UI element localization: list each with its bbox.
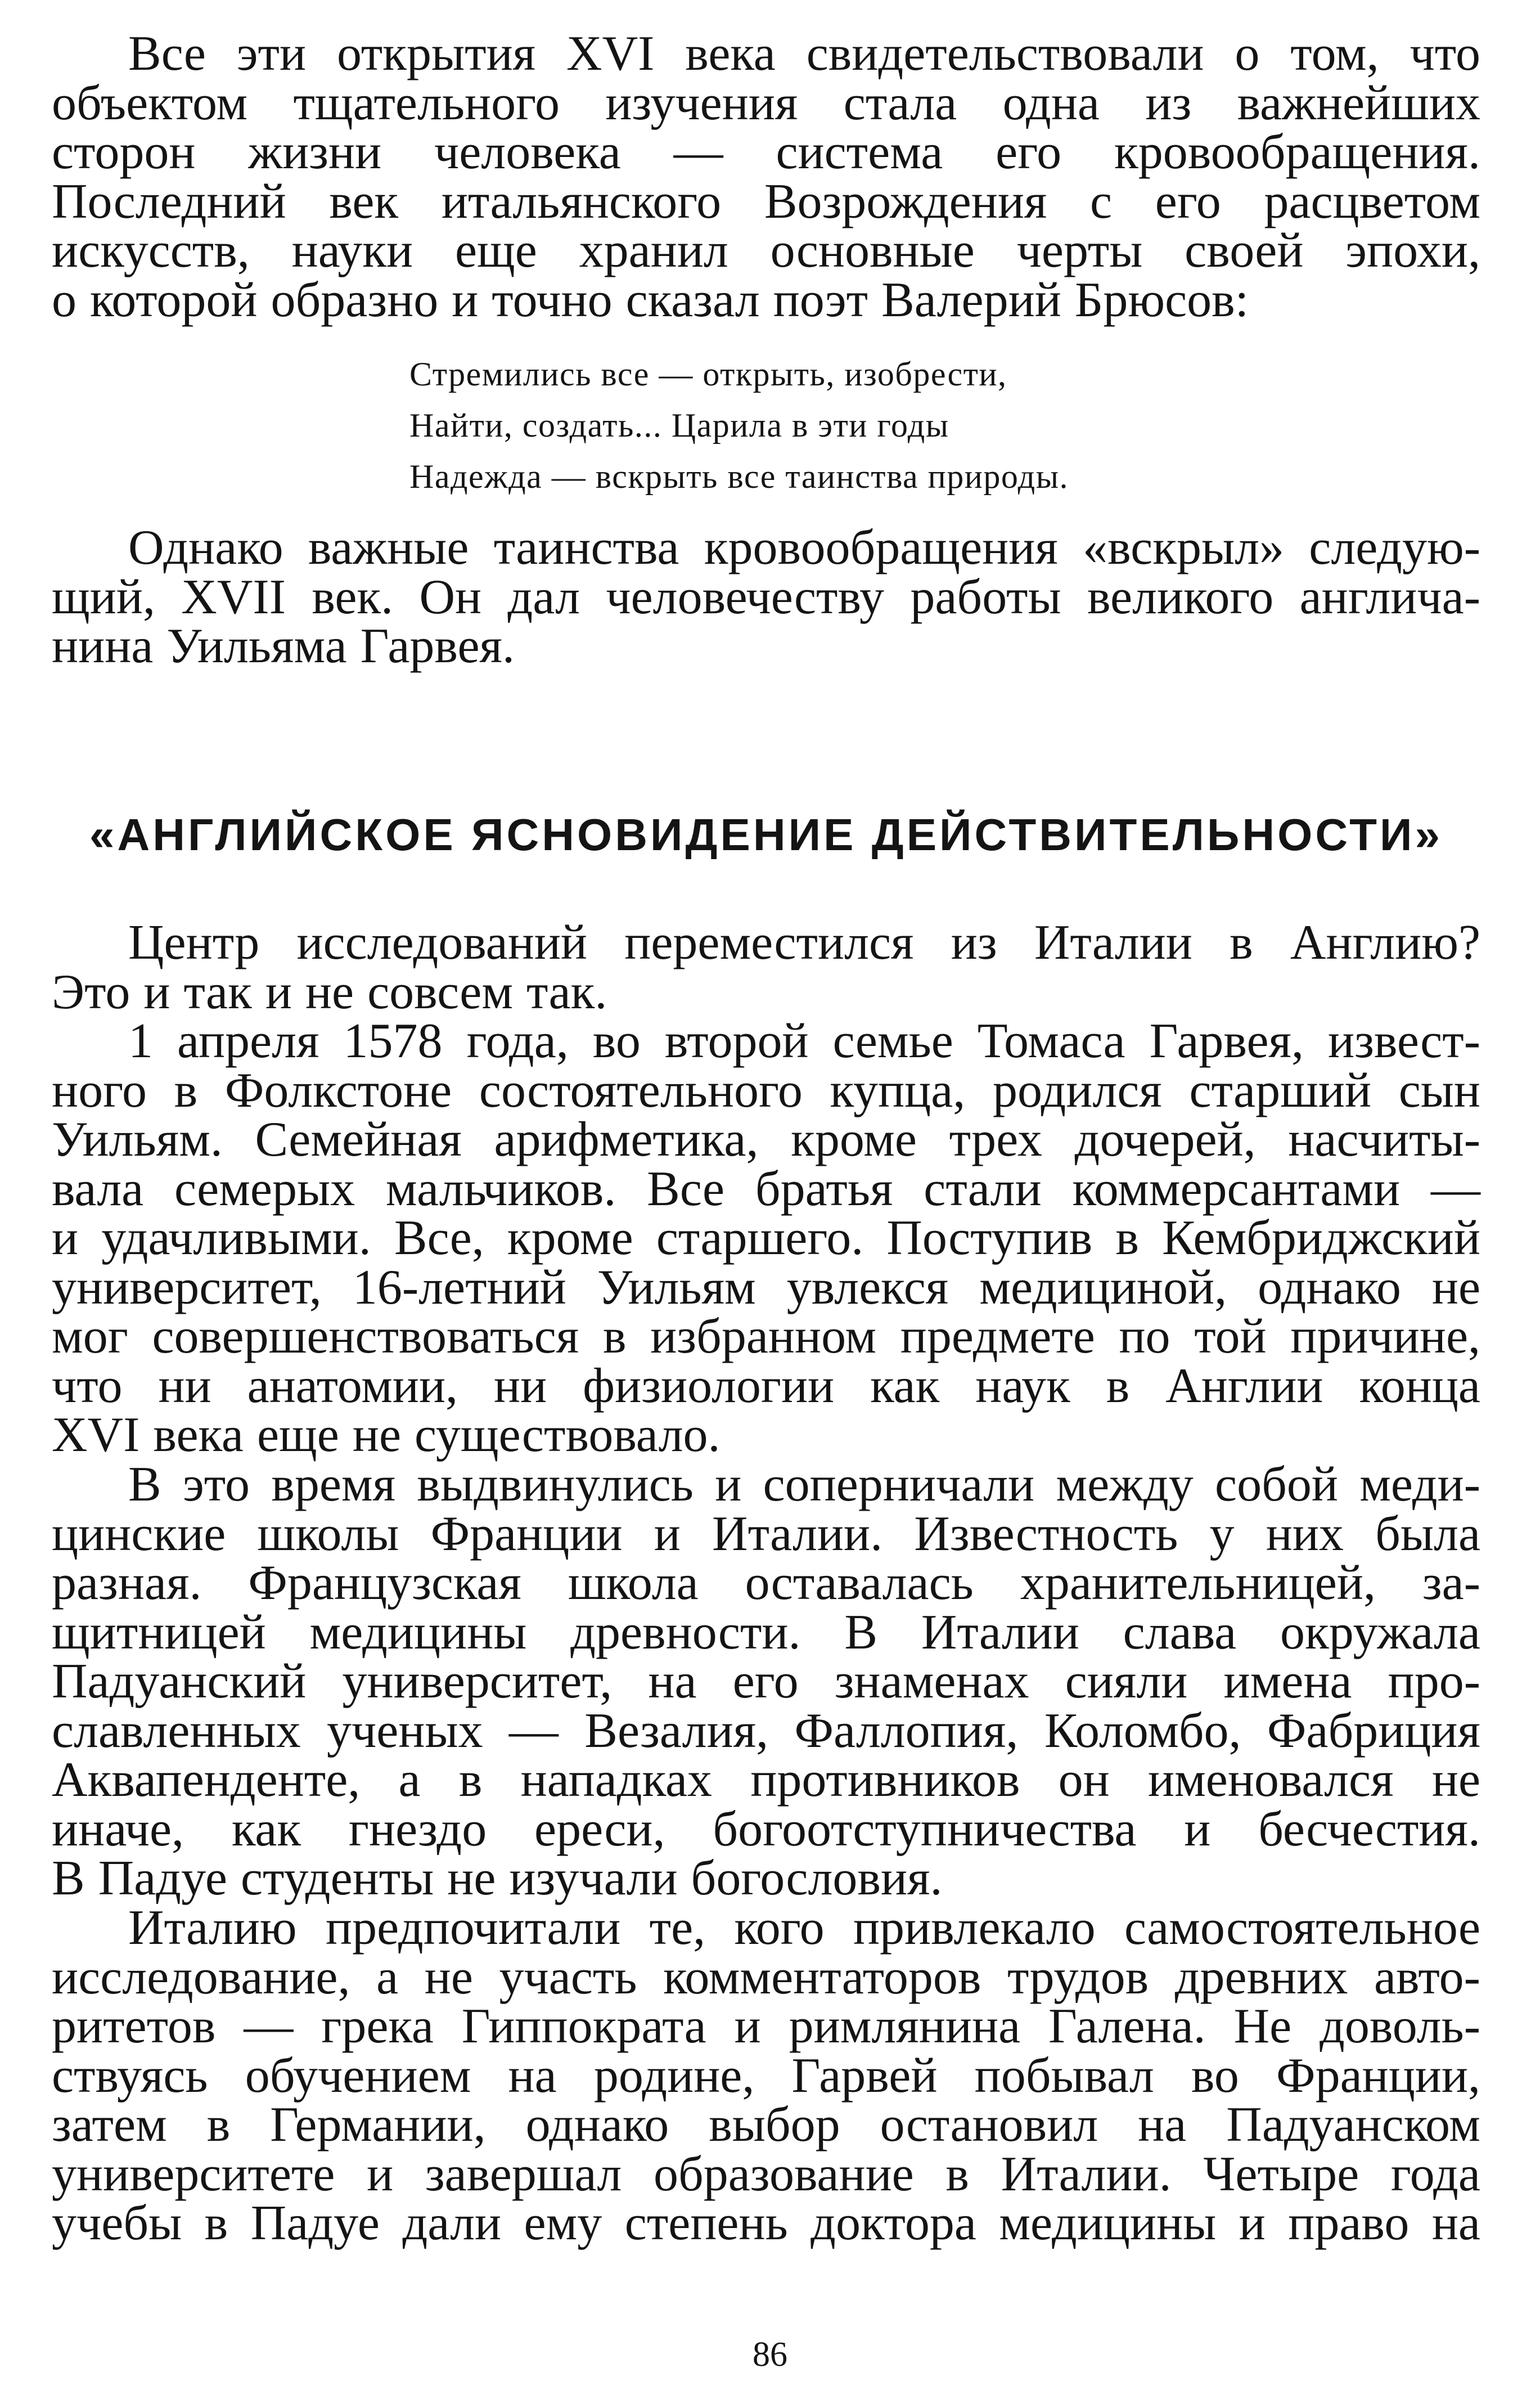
text-line: университете и завершал образование в Италии. Четыре года	[52, 2146, 1480, 2202]
paragraph-after-verse	[52, 520, 1480, 673]
text-line: университет, 16-летний Уильям увлекся медициной, однако не	[52, 1260, 1480, 1315]
text-line: Падуанский университет, на его знаменах сияли имена про-	[52, 1654, 1480, 1709]
text-line: нина Уильяма Гарвея.	[52, 619, 515, 673]
text-line: вала семерых мальчиков. Все братья стали коммерсантами —	[52, 1161, 1480, 1216]
text-line: Однако важные таинства кровообращения «вскрыл» следую-	[128, 520, 1480, 575]
text-line: Центр исследований переместился из Италии в Англию?	[128, 915, 1480, 970]
text-line: сторон жизни человека — система его кровообращения.	[52, 125, 1480, 179]
text-line: объектом тщательного изучения стала одна из важнейших	[52, 75, 1480, 131]
page-number: 86	[753, 2335, 787, 2374]
text-line: о которой образно и точно сказал поэт Валерий Брюсов:	[52, 272, 1249, 327]
text-line: XVI века еще не существовало.	[52, 1408, 721, 1462]
text-line: искусств, науки еще хранил основные черты своей эпохи,	[52, 223, 1480, 278]
text-line: щий, XVII век. Он дал человечеству работы великого англича-	[52, 569, 1480, 625]
text-line: ного в Фолкстоне состоятельного купца, родился старший сын	[52, 1063, 1480, 1118]
paragraph-2	[52, 1014, 1480, 1462]
text-line: учебы в Падуе дали ему степень доктора медицины и право на	[52, 2196, 1480, 2251]
text-line: что ни анатомии, ни физиологии как наук в Англии конца	[52, 1358, 1480, 1413]
text-line: щитницей медицины древности. В Италии слава окружала	[52, 1605, 1480, 1660]
verse-quote	[409, 349, 1069, 502]
text-line: В это время выдвинулись и соперничали между собой меди-	[128, 1457, 1480, 1512]
paragraph-1	[52, 915, 1480, 1019]
text-line: В Падуе студенты не изучали богословия.	[52, 1851, 943, 1906]
text-line: исследование, а не участь комментаторов трудов древних авто-	[52, 1950, 1480, 2005]
text-line: Последний век итальянского Возрождения с его расцветом	[52, 174, 1480, 229]
paragraph-intro	[52, 26, 1480, 327]
verse-line: Стремились все — открыть, изобрести,	[409, 356, 1007, 393]
section-heading: «АНГЛИЙСКОЕ ЯСНОВИДЕНИЕ ДЕЙСТВИТЕЛЬНОСТИ»	[89, 810, 1443, 860]
text-line: Уильям. Семейная арифметика, кроме трех дочерей, насчиты-	[52, 1112, 1480, 1167]
text-line: разная. Французская школа оставалась хранительницей, за-	[52, 1556, 1480, 1610]
text-line: Все эти открытия XVI века свидетельствовали о том, что	[128, 26, 1480, 81]
text-line: ствуясь обучением на родине, Гарвей побывал во Франции,	[52, 2048, 1480, 2103]
text-line: 1 апреля 1578 года, во второй семье Томаса Гарвея, извест-	[128, 1014, 1480, 1068]
text-line: мог совершенствоваться в избранном предмете по той причине,	[52, 1309, 1480, 1364]
paragraph-3	[52, 1457, 1480, 1906]
text-line: славленных ученых — Везалия, Фаллопия, Коломбо, Фабриция	[52, 1703, 1480, 1758]
text-line: и удачливыми. Все, кроме старшего. Поступив в Кембриджский	[52, 1211, 1480, 1265]
verse-line: Найти, создать... Царила в эти годы	[409, 407, 949, 444]
text-line: иначе, как гнездо ереси, богоотступничества и бесчестия.	[52, 1802, 1480, 1857]
text-line: Италию предпочитали те, кого привлекало самостоятельное	[128, 1901, 1480, 1955]
verse-line: Надежда — вскрыть все таинства природы.	[409, 458, 1069, 495]
text-line: цинские школы Франции и Италии. Известность у них была	[52, 1506, 1480, 1561]
text-line: ритетов — грека Гиппократа и римлянина Галена. Не доволь-	[52, 1999, 1480, 2054]
text-line: затем в Германии, однако выбор остановил на Падуанском	[52, 2097, 1480, 2152]
text-line: Аквапенденте, а в нападках противников он именовался не	[52, 1753, 1480, 1807]
paragraph-4	[52, 1901, 1480, 2251]
text-line: Это и так и не совсем так.	[52, 964, 607, 1019]
